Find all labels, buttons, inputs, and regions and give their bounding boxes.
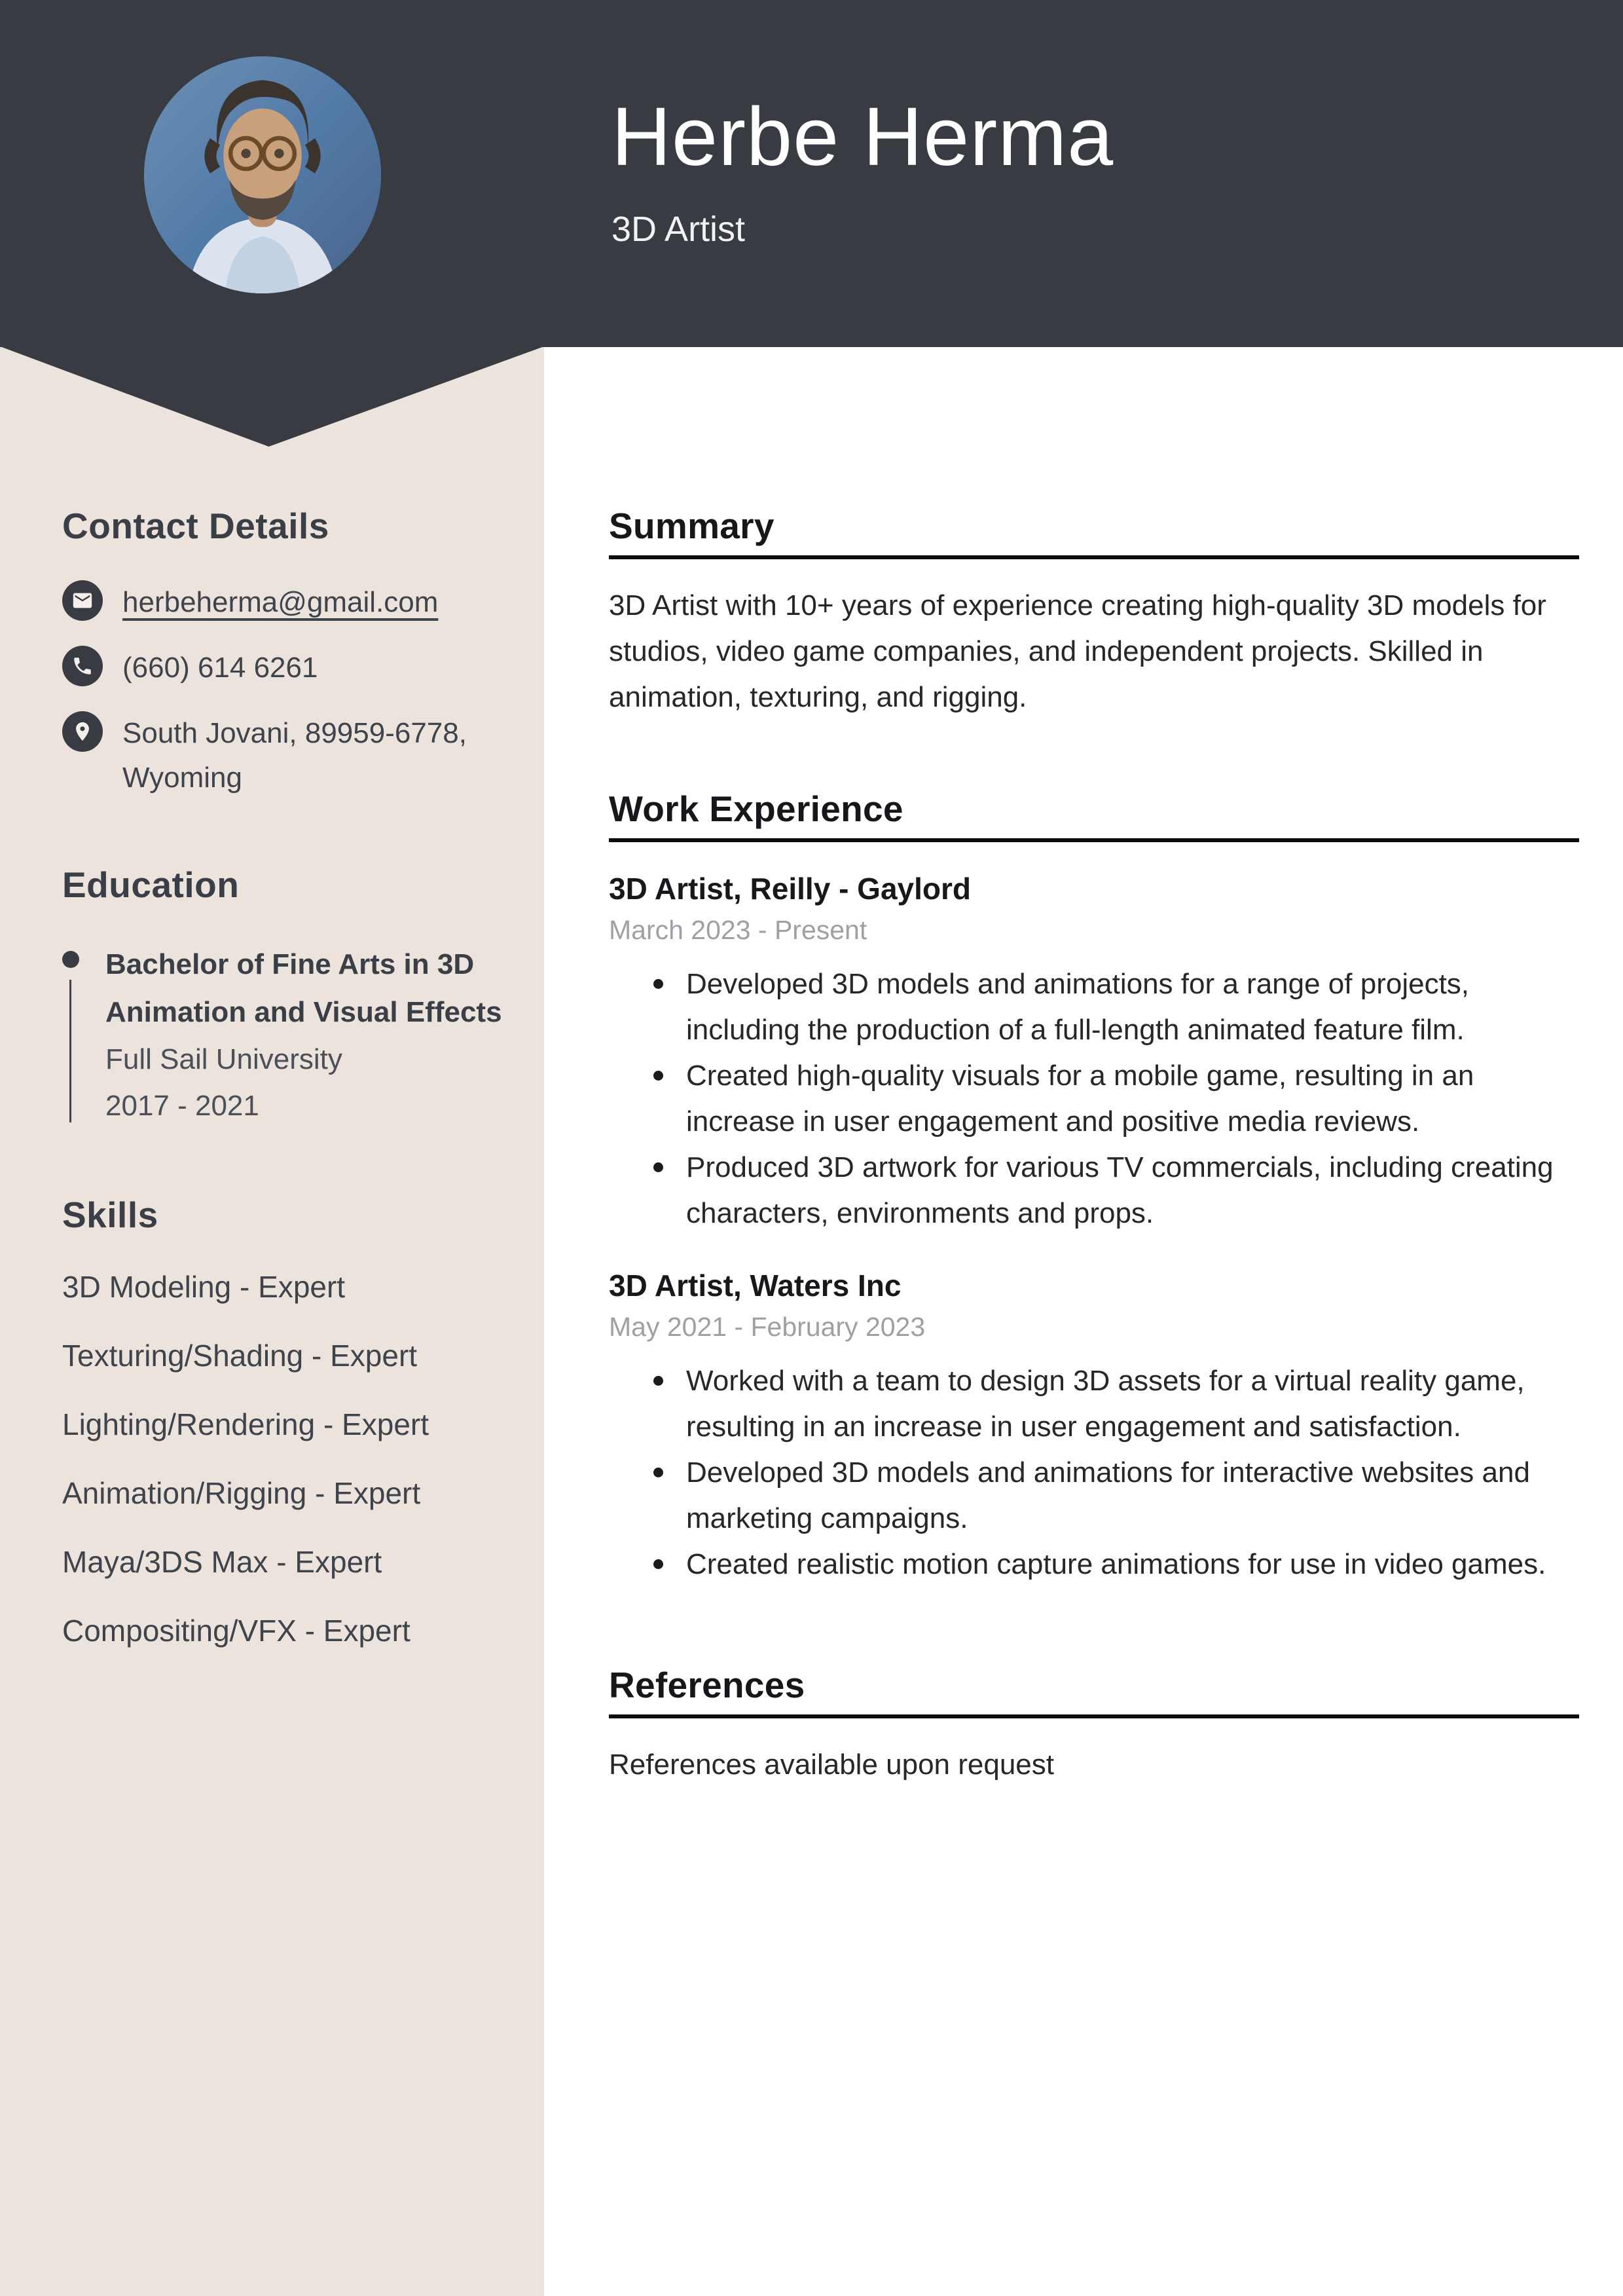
skills-list	[62, 1270, 507, 1648]
job-bullet: Created realistic motion capture animations for use in video games.	[686, 1542, 1579, 1587]
email-link-wrapper	[122, 580, 438, 625]
job-bullet: Developed 3D models and animations for a range of projects, including the production of a full-length animated feature film.	[686, 961, 1579, 1053]
header-text-block	[611, 90, 1114, 249]
work-experience-heading: Work Experience	[609, 788, 1579, 842]
skill-item: Lighting/Rendering - Expert	[62, 1407, 429, 1441]
person-name: Herbe Herma	[611, 90, 1114, 183]
job-entry	[609, 1268, 1579, 1587]
main-column	[609, 506, 1579, 1785]
job-bullet-list	[609, 961, 1579, 1236]
summary-heading: Summary	[609, 506, 1579, 559]
skill-item: Animation/Rigging - Expert	[62, 1476, 421, 1510]
skill-item: Compositing/VFX - Expert	[62, 1614, 410, 1648]
job-bullet: Worked with a team to design 3D assets for a virtual reality game, resulting in an increase in user engagement and satisfaction.	[686, 1358, 1579, 1450]
job-bullet: Created high-quality visuals for a mobile game, resulting in an increase in user engagement and positive media reviews.	[686, 1053, 1579, 1145]
sidebar	[62, 506, 507, 1648]
job-title: 3D Artist, Waters Inc	[609, 1268, 902, 1303]
skill-item: 3D Modeling - Expert	[62, 1270, 346, 1304]
contact-row-email	[62, 580, 507, 625]
job-entry	[609, 871, 1579, 1236]
references-section	[609, 1665, 1579, 1785]
timeline-line	[69, 980, 71, 1122]
summary-section	[609, 506, 1579, 720]
location-icon	[62, 711, 103, 752]
work-experience-section	[609, 788, 1579, 1587]
email-icon	[62, 580, 103, 621]
education-dates: 2017 - 2021	[105, 1090, 259, 1122]
phone-icon	[62, 646, 103, 686]
job-title: 3D Artist, Reilly - Gaylord	[609, 872, 971, 906]
profile-photo	[144, 56, 381, 293]
location-text: South Jovani, 89959-6778, Wyoming	[122, 717, 467, 794]
references-text: References available upon request	[609, 1749, 1055, 1781]
skills-section	[62, 1194, 507, 1648]
education-heading: Education	[62, 864, 240, 905]
job-bullet: Developed 3D models and animations for interactive websites and marketing campaigns.	[686, 1450, 1579, 1542]
job-bullet-list	[609, 1358, 1579, 1587]
education-section	[62, 864, 507, 1129]
contact-row-phone	[62, 646, 507, 690]
degree-name: Bachelor of Fine Arts in 3D Animation and Visual Effects	[105, 948, 502, 1028]
contact-row-location	[62, 711, 507, 800]
school-name: Full Sail University	[105, 1043, 342, 1075]
contact-list	[62, 580, 507, 800]
skill-item: Texturing/Shading - Expert	[62, 1339, 418, 1373]
contact-details-heading: Contact Details	[62, 506, 329, 546]
job-dates: May 2021 - February 2023	[609, 1312, 926, 1342]
person-job-title: 3D Artist	[611, 210, 746, 249]
skill-item: Maya/3DS Max - Expert	[62, 1545, 382, 1579]
job-dates: March 2023 - Present	[609, 915, 867, 945]
summary-text: 3D Artist with 10+ years of experience creating high-quality 3D models for studios, video game companies, and independent projects. Skilled in animation, texturing, and rigging.	[609, 589, 1546, 713]
education-item	[62, 940, 507, 1129]
references-heading: References	[609, 1665, 1579, 1718]
phone-number: (660) 614 6261	[122, 652, 318, 684]
email-link[interactable]: herbeherma@gmail.com	[122, 586, 439, 618]
bullet-dot-icon	[62, 951, 79, 968]
job-bullet: Produced 3D artwork for various TV commercials, including creating characters, environments and props.	[686, 1145, 1579, 1236]
skills-heading: Skills	[62, 1194, 158, 1235]
profile-photo-illustration	[144, 56, 381, 293]
